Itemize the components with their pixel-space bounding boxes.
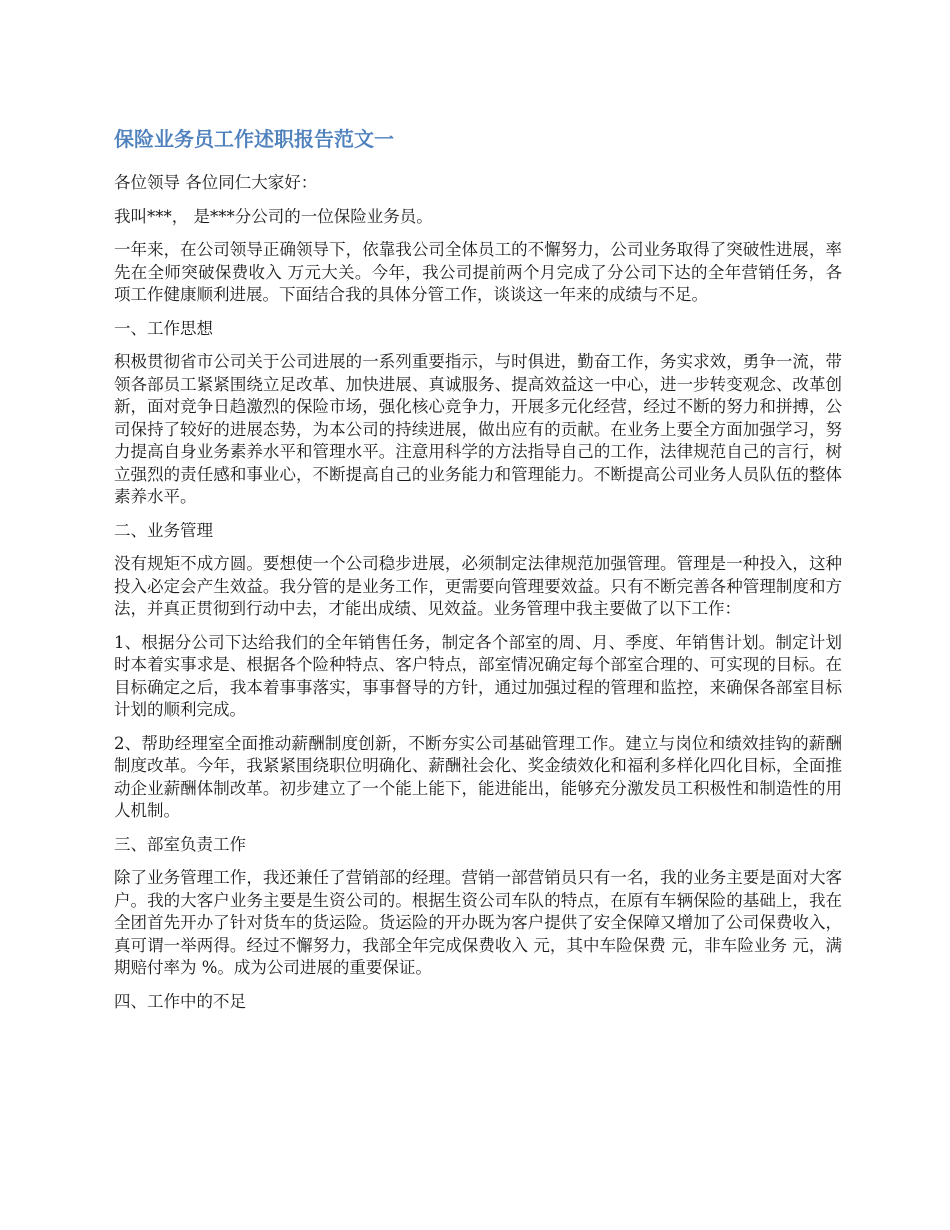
department-work-paragraph: 除了业务管理工作，我还兼任了营销部的经理。营销一部营销员只有一名，我的业务主要是面对大客户。我的大客户业务主要是生资公司的。根据生资公司车队的特点，在原有车辆保险的基础上，我在全团首先开办了针对货车的货运险。货运险的开办既为客户提供了安全保障又增加了公司保费收入，真可谓一举两得。经过不懈努力，我部全年完成保费收入 元，其中车险保费 元，非车险业务 元，满期赔付率为 %。成为公司进展的重要保证。 xyxy=(114,868,842,977)
business-management-item-1: 1、根据分公司下达给我们的全年销售任务，制定各个部室的周、月、季度、年销售计划。制定计划时本着实事求是、根据各个险种特点、客户特点，部室情况确定每个部室合理的、可实现的目标。在目标确定之后，我本着事事落实，事事督导的方针，通过加强过程的管理和监控，来确保各部室目标计划的顺利完成。 xyxy=(114,632,842,719)
section-heading-work-thinking: 一、工作思想 xyxy=(114,318,213,338)
work-thinking-paragraph: 积极贯彻省市公司关于公司进展的一系列重要指示，与时俱进，勤奋工作，务实求效，勇争一流，带领各部员工紧紧围绕立足改革、加快进展、真诚服务、提高效益这一中心，进一步转变观念、改革创新，面对竞争日趋激烈的保险市场，强化核心竞争力，开展多元化经营，经过不断的努力和拼搏，公司保持了较好的进展态势，为本公司的持续进展，做出应有的贡献。在业务上要全方面加强学习，努力提高自身业务素养水平和管理水平。注意用科学的方法指导自己的工作，法律规范自己的言行，树立强烈的责任感和事业心，不断提高自己的业务能力和管理能力。不断提高公司业务人员队伍的整体素养水平。 xyxy=(114,352,842,506)
section-heading-business-management: 二、业务管理 xyxy=(114,520,213,540)
self-introduction: 我叫***， 是***分公司的一位保险业务员。 xyxy=(114,206,433,226)
overview-paragraph: 一年来，在公司领导正确领导下，依靠我公司全体员工的不懈努力，公司业务取得了突破性进展，率先在全师突破保费收入 万元大关。今年，我公司提前两个月完成了分公司下达的全年营销任务，各项工作健康顺利进展。下面结合我的具体分管工作，谈谈这一年来的成绩与不足。 xyxy=(114,240,842,304)
document-title: 保险业务员工作述职报告范文一 xyxy=(114,127,394,151)
business-management-paragraph: 没有规矩不成方圆。要想使一个公司稳步进展，必须制定法律规范加强管理。管理是一种投入，这种投入必定会产生效益。我分管的是业务工作，更需要向管理要效益。只有不断完善各种管理制度和方法，并真正贯彻到行动中去，才能出成绩、见效益。业务管理中我主要做了以下工作： xyxy=(114,554,842,618)
business-management-item-2: 2、帮助经理室全面推动薪酬制度创新，不断夯实公司基础管理工作。建立与岗位和绩效挂钩的薪酬制度改革。今年，我紧紧围绕职位明确化、薪酬社会化、奖金绩效化和福利多样化四化目标，全面推动企业薪酬体制改革。初步建立了一个能上能下，能进能出，能够充分激发员工积极性和制造性的用人机制。 xyxy=(114,733,842,820)
section-heading-shortcomings: 四、工作中的不足 xyxy=(114,991,246,1011)
document-body xyxy=(114,124,842,1024)
greeting: 各位领导 各位同仁大家好： xyxy=(114,173,318,192)
section-heading-department-work: 三、部室负责工作 xyxy=(114,834,246,854)
